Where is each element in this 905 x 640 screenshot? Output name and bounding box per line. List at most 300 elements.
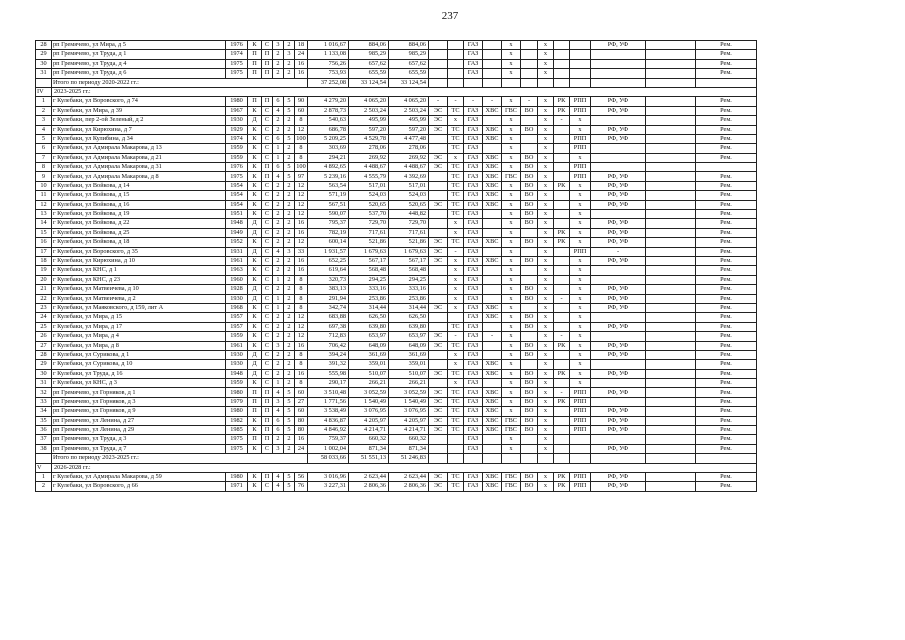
cell-apartments: 12 bbox=[295, 238, 308, 247]
cell-utility-8 bbox=[554, 191, 570, 200]
cell-utility-9: х bbox=[570, 332, 591, 341]
cell-floors: 5 bbox=[284, 388, 295, 397]
cell-utility-2: - bbox=[448, 97, 464, 106]
cell-wall-material: К bbox=[248, 191, 262, 200]
cell-address: рп Гремячево, ул Ленина, д 29 bbox=[52, 426, 226, 435]
cell-year-built: 1975 bbox=[226, 59, 248, 68]
cell-living-area: 4 205,97 bbox=[349, 416, 389, 425]
cell-apartments: 16 bbox=[295, 369, 308, 378]
cell-apartments: 100 bbox=[296, 163, 306, 171]
cell-utility-6 bbox=[521, 116, 538, 125]
table-row bbox=[36, 134, 757, 143]
cell-remark: Рем. bbox=[696, 444, 757, 453]
cell-blank bbox=[521, 454, 538, 463]
cell-floor-material: С bbox=[262, 134, 273, 143]
cell-living-area: 648,09 bbox=[349, 341, 389, 350]
cell-utility-1 bbox=[429, 172, 448, 181]
cell-address: рп Гремячево, ул Труда, д 6 bbox=[52, 69, 226, 78]
cell-utility-9: х bbox=[570, 360, 591, 369]
cell-facade-work: РФ, УФ bbox=[591, 134, 646, 143]
cell-apartments: 12 bbox=[295, 313, 308, 322]
cell-utility-5: х bbox=[502, 341, 521, 350]
cell-living-area: 521,86 bbox=[349, 238, 389, 247]
table-row bbox=[36, 407, 757, 416]
cell-utility-2: х bbox=[448, 266, 464, 275]
cell-utility-1 bbox=[429, 191, 448, 200]
cell-utility-9: РПП bbox=[570, 416, 591, 425]
cell-utility-7: х bbox=[538, 426, 554, 435]
cell-floor-material: С bbox=[262, 341, 273, 350]
cell-utility-1: ЭС bbox=[429, 125, 448, 134]
cell-utility-7: х bbox=[538, 435, 554, 444]
cell-utility-3: ГАЗ bbox=[464, 444, 483, 453]
cell-utility-1: ЭС bbox=[429, 106, 448, 115]
cell-row-number: 26 bbox=[36, 332, 52, 341]
cell-utility-9: х bbox=[570, 153, 591, 162]
cell-residential-area: 567,17 bbox=[389, 256, 429, 265]
cell-facade-work: РФ, УФ bbox=[591, 416, 646, 425]
cell-facade-work: РФ, УФ bbox=[591, 444, 646, 453]
cell-utility-8: РК bbox=[554, 397, 570, 406]
cell-utility-2: х bbox=[448, 285, 464, 294]
cell-utility-7: х bbox=[538, 125, 554, 134]
cell-utility-5: х bbox=[502, 266, 521, 275]
cell-entrances: 2 bbox=[273, 116, 284, 125]
cell-utility-7: х bbox=[538, 360, 554, 369]
cell-floors: 5 bbox=[284, 172, 295, 181]
cell-remark: Рем. bbox=[696, 294, 757, 303]
cell-residential-area: 1 679,63 bbox=[389, 247, 429, 256]
cell-wall-material: К bbox=[248, 163, 262, 172]
cell-residential-area: 517,01 bbox=[389, 181, 429, 190]
cell-extra-work bbox=[646, 482, 696, 491]
cell-utility-8 bbox=[554, 256, 570, 265]
cell-utility-7: х bbox=[538, 350, 554, 359]
cell-row-number: 11 bbox=[36, 191, 52, 200]
cell-residential-area: 639,80 bbox=[389, 322, 429, 331]
cell-utility-1: ЭС bbox=[429, 303, 448, 312]
cell-utility-2: х bbox=[448, 219, 464, 228]
cell-utility-1: ЭС bbox=[429, 247, 448, 256]
cell-extra-work bbox=[646, 303, 696, 312]
cell-wall-material: К bbox=[248, 256, 262, 265]
cell-utility-4 bbox=[483, 116, 502, 125]
cell-total-area: 291,94 bbox=[308, 294, 349, 303]
cell-floors: 2 bbox=[284, 144, 295, 153]
cell-living-area: 568,48 bbox=[349, 266, 389, 275]
cell-utility-9 bbox=[570, 435, 591, 444]
cell-living-area: 4 529,78 bbox=[349, 134, 389, 143]
cell-year-built: 1980 bbox=[226, 407, 248, 416]
cell-extra-work bbox=[646, 426, 696, 435]
cell-wall-material: П bbox=[248, 388, 262, 397]
cell-utility-8 bbox=[554, 50, 570, 59]
cell-address: рп Гремячево, ул Горняков, д 1 bbox=[52, 388, 226, 397]
cell-address: г Кулебаки, ул Сурикова, д 10 bbox=[52, 360, 226, 369]
cell-entrances: 4 bbox=[273, 407, 284, 416]
cell-entrances: 2 bbox=[273, 360, 284, 369]
cell-total-area: 683,88 bbox=[308, 313, 349, 322]
cell-utility-8 bbox=[554, 41, 570, 50]
cell-remark: Рем. bbox=[696, 266, 757, 275]
cell-utility-2: х bbox=[448, 360, 464, 369]
cell-row-number: 38 bbox=[36, 444, 52, 453]
cell-utility-1 bbox=[429, 210, 448, 219]
cell-utility-6 bbox=[521, 266, 538, 275]
cell-entrances: 1 bbox=[273, 294, 284, 303]
cell-utility-9: х bbox=[570, 350, 591, 359]
cell-floors: 2 bbox=[284, 210, 295, 219]
cell-utility-3: ГАЗ bbox=[464, 247, 483, 256]
cell-utility-8 bbox=[554, 303, 570, 312]
cell-utility-7: х bbox=[538, 228, 554, 237]
cell-living-area: 660,32 bbox=[349, 435, 389, 444]
cell-utility-1 bbox=[429, 444, 448, 453]
cell-extra-work bbox=[646, 350, 696, 359]
cell-utility-6 bbox=[521, 69, 538, 78]
cell-utility-7: х bbox=[538, 97, 554, 106]
cell-year-built: 1975 bbox=[226, 435, 248, 444]
cell-apartments: 16 bbox=[295, 435, 308, 444]
cell-blank bbox=[646, 78, 696, 87]
table-row bbox=[36, 247, 757, 256]
table-row bbox=[36, 50, 757, 59]
cell-utility-1: ЭС bbox=[429, 369, 448, 378]
cell-floors: 2 bbox=[284, 59, 295, 68]
cell-utility-9 bbox=[570, 41, 591, 50]
cell-utility-5: х bbox=[502, 322, 521, 331]
cell-residential-area: 361,69 bbox=[389, 350, 429, 359]
cell-utility-3: - bbox=[464, 97, 483, 106]
cell-living-area: 517,01 bbox=[349, 181, 389, 190]
cell-extra-work bbox=[646, 181, 696, 190]
cell-living-area: 597,20 bbox=[349, 125, 389, 134]
cell-utility-7: х bbox=[538, 247, 554, 256]
cell-extra-work bbox=[646, 360, 696, 369]
cell-utility-4 bbox=[483, 210, 502, 219]
cell-utility-1: ЭС bbox=[429, 256, 448, 265]
cell-year-built: 1985 bbox=[226, 426, 248, 435]
cell-utility-6: ВО bbox=[521, 238, 538, 247]
cell-remark: Рем. bbox=[696, 59, 757, 68]
cell-address: г Кулебаки, ул Адмирала Макарова, д 13 bbox=[52, 144, 226, 153]
cell-row-number: 2 bbox=[36, 106, 52, 115]
cell-utility-4: ХВС bbox=[483, 256, 502, 265]
cell-utility-8 bbox=[554, 435, 570, 444]
cell-row-number: 7 bbox=[36, 153, 52, 162]
cell-year-built: 1980 bbox=[226, 388, 248, 397]
cell-utility-6 bbox=[521, 275, 538, 284]
cell-utility-9: х bbox=[570, 379, 591, 388]
cell-entrances: 2 bbox=[273, 350, 284, 359]
cell-floors: 5 bbox=[284, 97, 295, 106]
cell-floor-material: С bbox=[262, 332, 273, 341]
cell-wall-material: Д bbox=[248, 294, 262, 303]
cell-floor-material: П bbox=[262, 69, 273, 78]
cell-utility-1: ЭС bbox=[429, 200, 448, 209]
cell-floor-material: С bbox=[262, 482, 273, 491]
cell-extra-work bbox=[646, 256, 696, 265]
cell-utility-5: х bbox=[502, 210, 521, 219]
cell-wall-material: П bbox=[248, 59, 262, 68]
table-row bbox=[36, 106, 757, 115]
cell-apartments: 97 bbox=[295, 172, 308, 181]
cell-utility-2: х bbox=[448, 116, 464, 125]
cell-apartments: 8 bbox=[295, 144, 308, 153]
cell-total-area: 4 279,20 bbox=[308, 97, 349, 106]
cell-utility-7: х bbox=[538, 153, 554, 162]
cell-utility-4: ХВС bbox=[483, 163, 502, 172]
cell-total-area: 590,07 bbox=[308, 210, 349, 219]
cell-utility-9: х bbox=[570, 181, 591, 190]
cell-utility-1: ЭС bbox=[429, 153, 448, 162]
table-row bbox=[36, 444, 757, 453]
cell-residential-area: 2 503,24 bbox=[389, 106, 429, 115]
cell-facade-work: РФ, УФ bbox=[591, 285, 646, 294]
cell-apartments: 60 bbox=[295, 106, 308, 115]
cell-utility-9: х bbox=[570, 341, 591, 350]
cell-apartments: 80 bbox=[295, 416, 308, 425]
table-row bbox=[36, 266, 757, 275]
cell-utility-8 bbox=[554, 350, 570, 359]
cell-blank bbox=[448, 454, 464, 463]
cell-utility-5: х bbox=[502, 153, 521, 162]
cell-extra-work bbox=[646, 106, 696, 115]
cell-utility-3: ГАЗ bbox=[464, 322, 483, 331]
cell-utility-8 bbox=[554, 379, 570, 388]
cell-utility-4: ХВС bbox=[483, 313, 502, 322]
cell-utility-7: х bbox=[538, 444, 554, 453]
cell-facade-work bbox=[591, 144, 646, 153]
cell-utility-7: х bbox=[538, 285, 554, 294]
table-row bbox=[36, 332, 757, 341]
cell-extra-work bbox=[646, 379, 696, 388]
cell-address: г Кулебаки, ул КНС, д 1 bbox=[52, 266, 226, 275]
cell-apartments: 16 bbox=[295, 341, 308, 350]
cell-wall-material: Д bbox=[248, 247, 262, 256]
cell-wall-material: К bbox=[248, 125, 262, 134]
cell-utility-2: ТС bbox=[448, 144, 464, 153]
cell-utility-5: х bbox=[502, 219, 521, 228]
cell-utility-7: х bbox=[538, 238, 554, 247]
cell-residential-area: 729,70 bbox=[389, 219, 429, 228]
cell-address: г Кулебаки, ул Мира, д 4 bbox=[52, 332, 226, 341]
cell-year-built: 1951 bbox=[226, 210, 248, 219]
cell-residential-area: 568,48 bbox=[389, 266, 429, 275]
cell-utility-5: х bbox=[502, 247, 521, 256]
cell-utility-7: х bbox=[538, 472, 554, 481]
cell-floor-material: С bbox=[262, 116, 273, 125]
table-row bbox=[36, 228, 757, 237]
cell-wall-material: К bbox=[248, 303, 262, 312]
cell-utility-8 bbox=[554, 172, 570, 181]
total-s3: 33 124,54 bbox=[389, 78, 429, 87]
cell-address: г Кулебаки, ул Воровского, д 66 bbox=[52, 482, 226, 491]
cell-facade-work: РФ, УФ bbox=[591, 369, 646, 378]
cell-utility-2: - bbox=[448, 332, 464, 341]
cell-extra-work bbox=[646, 200, 696, 209]
cell-floors: 2 bbox=[284, 341, 295, 350]
cell-utility-6: ВО bbox=[521, 369, 538, 378]
cell-utility-2: ТС bbox=[448, 407, 464, 416]
cell-utility-4: ХВС bbox=[483, 482, 502, 491]
cell-living-area: 729,70 bbox=[349, 219, 389, 228]
cell-floor-material: П bbox=[262, 435, 273, 444]
cell-utility-2: ТС bbox=[448, 472, 464, 481]
cell-address: рп Гремячево, ул Ленина, д 27 bbox=[52, 416, 226, 425]
cell-address: г Кулебаки, ул Адмирала Макарова, д 31 bbox=[52, 163, 226, 172]
cell-entrances: 2 bbox=[273, 256, 284, 265]
cell-address: г Кулебаки, ул Войкова, д 19 bbox=[52, 210, 226, 219]
table-row bbox=[36, 275, 757, 284]
cell-utility-8 bbox=[554, 69, 570, 78]
cell-utility-6: ВО bbox=[521, 313, 538, 322]
cell-facade-work bbox=[591, 210, 646, 219]
cell-utility-4: ХВС bbox=[483, 106, 502, 115]
cell-utility-9: х bbox=[570, 238, 591, 247]
cell-address: г Кулебаки, ул КНС, д 23 bbox=[52, 275, 226, 284]
cell-entrances: 2 bbox=[273, 50, 284, 59]
cell-utility-6: ВО bbox=[521, 172, 538, 181]
cell-residential-area: 269,92 bbox=[389, 153, 429, 162]
cell-utility-5: х bbox=[502, 238, 521, 247]
cell-extra-work bbox=[646, 407, 696, 416]
cell-address: г Кулебаки, ул Сурикова, д 1 bbox=[52, 350, 226, 359]
cell-apartments: 8 bbox=[295, 360, 308, 369]
cell-apartments: 16 bbox=[295, 59, 308, 68]
cell-utility-6 bbox=[521, 435, 538, 444]
cell-utility-5: х bbox=[502, 294, 521, 303]
cell-extra-work bbox=[646, 59, 696, 68]
cell-utility-9: х bbox=[570, 228, 591, 237]
cell-utility-4 bbox=[483, 219, 502, 228]
cell-floor-material: П bbox=[262, 426, 273, 435]
cell-row-number: 22 bbox=[36, 294, 52, 303]
cell-entrances: 3 bbox=[273, 341, 284, 350]
cell-floor-material: П bbox=[262, 472, 273, 481]
cell-utility-1 bbox=[429, 181, 448, 190]
cell-wall-material: П bbox=[248, 397, 262, 406]
cell-residential-area: 4 214,71 bbox=[389, 426, 429, 435]
cell-utility-4: - bbox=[483, 97, 502, 106]
cell-utility-9: РПП bbox=[570, 106, 591, 115]
cell-utility-3: ГАЗ bbox=[464, 228, 483, 237]
cell-living-area: 567,17 bbox=[349, 256, 389, 265]
cell-facade-work: РФ, УФ bbox=[591, 322, 646, 331]
cell-utility-6: ВО bbox=[521, 482, 538, 491]
cell-utility-1: ЭС bbox=[429, 482, 448, 491]
cell-year-built: 1974 bbox=[226, 134, 248, 143]
cell-utility-2: ТС bbox=[448, 163, 464, 172]
cell-utility-5: х bbox=[502, 388, 521, 397]
cell-utility-5: х bbox=[502, 41, 521, 50]
cell-utility-8: РК bbox=[554, 369, 570, 378]
cell-wall-material: К bbox=[248, 106, 262, 115]
cell-entrances: 3 bbox=[273, 41, 284, 50]
cell-utility-4: ХВС bbox=[483, 407, 502, 416]
cell-utility-3: ГАЗ bbox=[464, 285, 483, 294]
cell-residential-area: 333,16 bbox=[389, 285, 429, 294]
cell-apartments: 12 bbox=[295, 191, 308, 200]
cell-floors: 2 bbox=[284, 435, 295, 444]
cell-utility-8 bbox=[554, 210, 570, 219]
table-row bbox=[36, 200, 757, 209]
cell-utility-5: х bbox=[502, 50, 521, 59]
cell-utility-5: х bbox=[502, 303, 521, 312]
cell-utility-4: ХВС bbox=[483, 153, 502, 162]
cell-utility-3: ГАЗ bbox=[464, 163, 483, 172]
cell-floor-material: П bbox=[262, 407, 273, 416]
cell-floors: 2 bbox=[284, 219, 295, 228]
cell-extra-work bbox=[646, 238, 696, 247]
cell-utility-2: ТС bbox=[448, 397, 464, 406]
cell-utility-1 bbox=[429, 134, 448, 143]
cell-utility-6: ВО bbox=[521, 341, 538, 350]
cell-row-number: 10 bbox=[36, 181, 52, 190]
cell-row-number: 16 bbox=[36, 238, 52, 247]
cell-utility-3: ГАЗ bbox=[464, 332, 483, 341]
cell-entrances: 2 bbox=[273, 181, 284, 190]
cell-utility-8 bbox=[554, 134, 570, 143]
cell-utility-8: РК bbox=[554, 181, 570, 190]
cell-living-area: 361,69 bbox=[349, 350, 389, 359]
cell-floor-material: П bbox=[262, 59, 273, 68]
cell-utility-3: ГАЗ bbox=[464, 369, 483, 378]
cell-year-built: 1930 bbox=[226, 294, 248, 303]
cell-floor-material: С bbox=[262, 256, 273, 265]
cell-utility-6: ВО bbox=[521, 426, 538, 435]
cell-utility-1: ЭС bbox=[429, 238, 448, 247]
cell-utility-2 bbox=[448, 50, 464, 59]
cell-utility-7: х bbox=[538, 219, 554, 228]
cell-residential-area: 4 205,97 bbox=[389, 416, 429, 425]
cell-facade-work: РФ, УФ bbox=[591, 350, 646, 359]
cell-total-area: 571,19 bbox=[308, 191, 349, 200]
cell-address: г Кулебаки, ул Воровского, д 35 bbox=[52, 247, 226, 256]
cell-entrances: 1 bbox=[273, 153, 284, 162]
cell-utility-2: ТС bbox=[448, 134, 464, 143]
cell-utility-5: х bbox=[502, 228, 521, 237]
cell-utility-7: х bbox=[538, 144, 554, 153]
cell-year-built: 1931 bbox=[226, 247, 248, 256]
cell-year-built: 1954 bbox=[226, 191, 248, 200]
cell-year-built: 1967 bbox=[226, 106, 248, 115]
cell-total-area: 391,32 bbox=[308, 360, 349, 369]
cell-utility-3: ГАЗ bbox=[464, 69, 483, 78]
cell-extra-work bbox=[646, 294, 696, 303]
cell-utility-4: ХВС bbox=[483, 200, 502, 209]
cell-utility-8: - bbox=[554, 388, 570, 397]
cell-wall-material: П bbox=[248, 435, 262, 444]
cell-facade-work bbox=[591, 379, 646, 388]
cell-extra-work bbox=[646, 435, 696, 444]
cell-living-area: 537,70 bbox=[349, 210, 389, 219]
cell-residential-area: 653,97 bbox=[389, 332, 429, 341]
cell-utility-6: ВО bbox=[521, 191, 538, 200]
cell-address: г Кулебаки, ул Маяковского, д 159, лит А bbox=[52, 303, 226, 312]
cell-utility-5: х bbox=[502, 350, 521, 359]
cell-utility-6: ВО bbox=[521, 210, 538, 219]
cell-utility-5: х bbox=[502, 69, 521, 78]
cell-wall-material: К bbox=[248, 472, 262, 481]
cell-address: г Кулебаки, ул Матвеичева, д 2 bbox=[52, 294, 226, 303]
cell-floor-material: С bbox=[262, 266, 273, 275]
cell-address: г Кулебаки, ул Адмирала Макарова, д 21 bbox=[52, 153, 226, 162]
cell-entrances: 4 bbox=[273, 106, 284, 115]
cell-year-built: 1948 bbox=[226, 369, 248, 378]
cell-wall-material: К bbox=[248, 332, 262, 341]
cell-utility-5: х bbox=[502, 369, 521, 378]
